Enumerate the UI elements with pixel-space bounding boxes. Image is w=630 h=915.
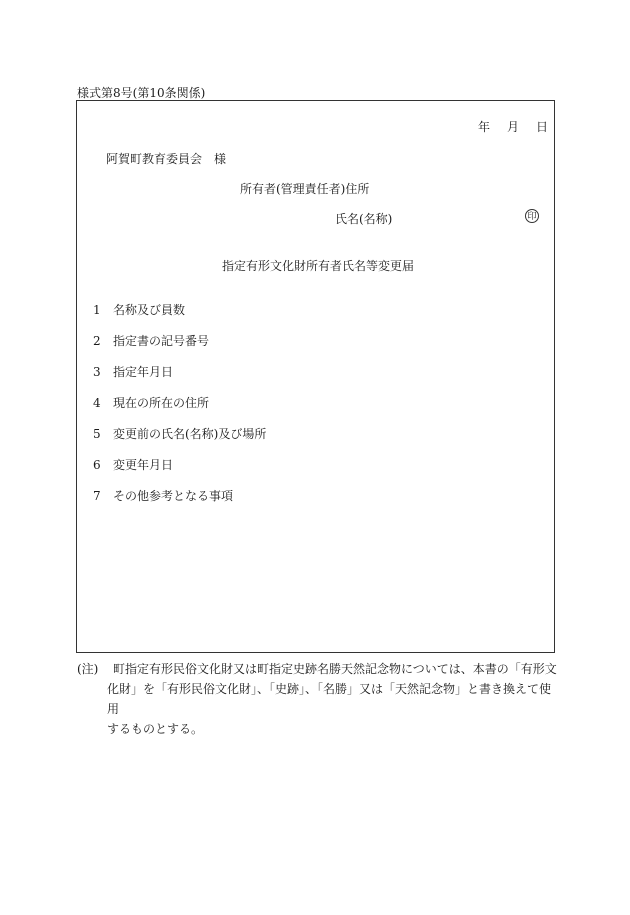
addressee: 阿賀町教育委員会 様	[106, 152, 227, 166]
item-label: 名称及び員数	[113, 303, 186, 317]
item-list	[93, 301, 266, 518]
list-item	[93, 363, 266, 394]
form-number: 様式第8号(第10条関係)	[77, 86, 206, 100]
item-label: 指定年月日	[113, 365, 174, 379]
seal-mark: 印	[525, 209, 539, 223]
date-month-label: 月	[507, 120, 520, 134]
item-number: 2	[93, 334, 101, 348]
date-day-label: 日	[536, 120, 549, 134]
date-line	[478, 118, 548, 135]
list-item	[93, 332, 266, 363]
item-number: 6	[93, 458, 101, 472]
list-item	[93, 425, 266, 456]
footnote-body	[107, 659, 557, 739]
footnote-line-3: するものとする。	[107, 722, 204, 736]
item-label: 現在の所在の住所	[113, 396, 210, 410]
item-label: 指定書の記号番号	[113, 334, 210, 348]
item-number: 7	[93, 489, 101, 503]
item-number: 4	[93, 396, 101, 410]
list-item	[93, 394, 266, 425]
owner-address-label: 所有者(管理責任者)住所	[240, 182, 370, 196]
list-item	[93, 301, 266, 332]
list-item	[93, 456, 266, 487]
owner-name-label: 氏名(名称)	[335, 212, 393, 226]
footnote-line-1: 町指定有形民俗文化財又は町指定史跡名勝天然記念物については、本書の「有形文	[113, 662, 557, 676]
item-label: その他参考となる事項	[113, 489, 234, 503]
date-year-label: 年	[478, 120, 491, 134]
item-number: 3	[93, 365, 101, 379]
item-label: 変更年月日	[113, 458, 174, 472]
footnote-head: (注)	[77, 662, 99, 676]
list-item	[93, 487, 266, 518]
document-title: 指定有形文化財所有者氏名等変更届	[222, 259, 415, 273]
footnote	[77, 659, 557, 739]
item-number: 1	[93, 303, 101, 317]
item-label: 変更前の氏名(名称)及び場所	[113, 427, 267, 441]
item-number: 5	[93, 427, 101, 441]
footnote-line-2: 化財」を「有形民俗文化財」、「史跡」、「名勝」又は「天然記念物」と書き換えて使用	[107, 682, 552, 716]
